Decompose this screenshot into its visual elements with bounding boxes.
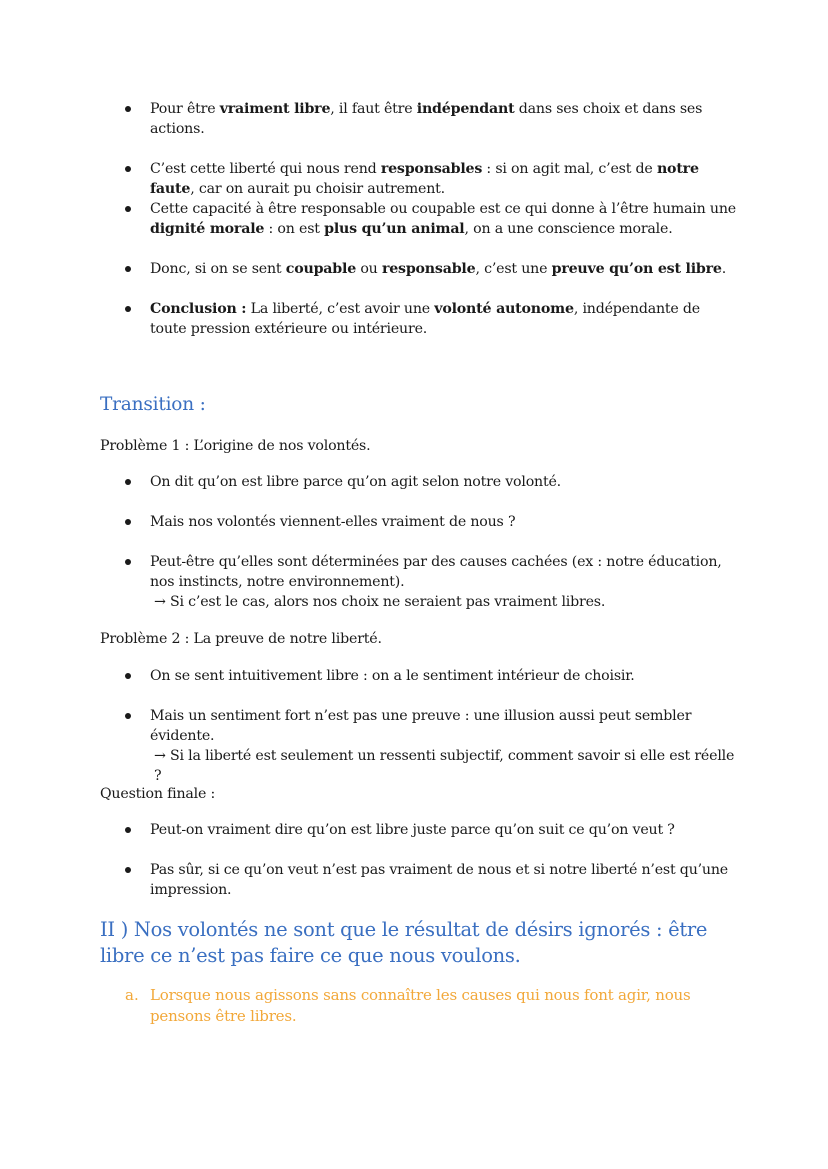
list-item: Mais un sentiment fort n’est pas une preuve : une illusion aussi peut sembler évidente. → Si la liberté est seulement un ressenti subjectif, comment savoir si elle est réelle ? <box>150 706 740 786</box>
bullet-dot <box>124 667 134 677</box>
bullet-dot <box>124 260 134 270</box>
transition-heading: Transition : <box>100 394 206 415</box>
list-item: On se sent intuitivement libre : on a le sentiment intérieur de choisir. <box>150 668 635 684</box>
bullet-dot <box>124 100 134 110</box>
final-question-label: Question finale : <box>100 786 216 802</box>
bullet-dot <box>124 861 134 871</box>
list-item: C’est cette liberté qui nous rend responsables : si on agit mal, c’est de notre faute, car on aurait pu choisir autrement. <box>150 161 699 197</box>
list-item: Pour être vraiment libre, il faut être indépendant dans ses choix et dans ses actions. <box>150 101 703 137</box>
ordered-list-marker: a. <box>125 986 139 1004</box>
subheading-a: Lorsque nous agissons sans connaître les causes qui nous font agir, nous pensons être libres. <box>150 986 691 1025</box>
list-item: Peut-être qu’elles sont déterminées par des causes cachées (ex : notre éducation, nos instincts, notre environnement). → Si c’est le cas, alors nos choix ne seraient pas vraiment libres. <box>150 552 740 612</box>
bullet-dot <box>124 821 134 831</box>
list-item: Mais nos volontés viennent-elles vraiment de nous ? <box>150 514 516 530</box>
problem2-label: Problème 2 : La preuve de notre liberté. <box>100 631 382 647</box>
list-item: Pas sûr, si ce qu’on veut n’est pas vraiment de nous et si notre liberté n’est qu’une impression. <box>150 862 729 898</box>
bullet-dot <box>124 160 134 170</box>
section2-heading: II ) Nos volontés ne sont que le résultat de désirs ignorés : être libre ce n’est pas faire ce que nous voulons. <box>100 918 708 967</box>
bullet-dot <box>124 200 134 210</box>
bullet-dot <box>124 553 134 563</box>
bullet-dot <box>124 707 134 717</box>
list-item: On dit qu’on est libre parce qu’on agit selon notre volonté. <box>150 474 561 490</box>
arrow-note: → Si c’est le cas, alors nos choix ne seraient pas vraiment libres. <box>154 594 606 610</box>
arrow-note: → Si la liberté est seulement un ressenti subjectif, comment savoir si elle est réelle ? <box>154 748 735 784</box>
list-item: Cette capacité à être responsable ou coupable est ce qui donne à l’être humain une dignité morale : on est plus qu’un animal, on a une conscience morale. <box>150 201 736 237</box>
bullet-dot <box>124 513 134 523</box>
list-item: Donc, si on se sent coupable ou responsable, c’est une preuve qu’on est libre. <box>150 261 727 277</box>
bullet-dot <box>124 300 134 310</box>
bullet-dot <box>124 473 134 483</box>
problem1-label: Problème 1 : L’origine de nos volontés. <box>100 438 371 454</box>
list-item: Conclusion : La liberté, c’est avoir une volonté autonome, indépendante de toute pression extérieure ou intérieure. <box>150 301 700 337</box>
list-item: Peut-on vraiment dire qu’on est libre juste parce qu’on suit ce qu’on veut ? <box>150 822 675 838</box>
